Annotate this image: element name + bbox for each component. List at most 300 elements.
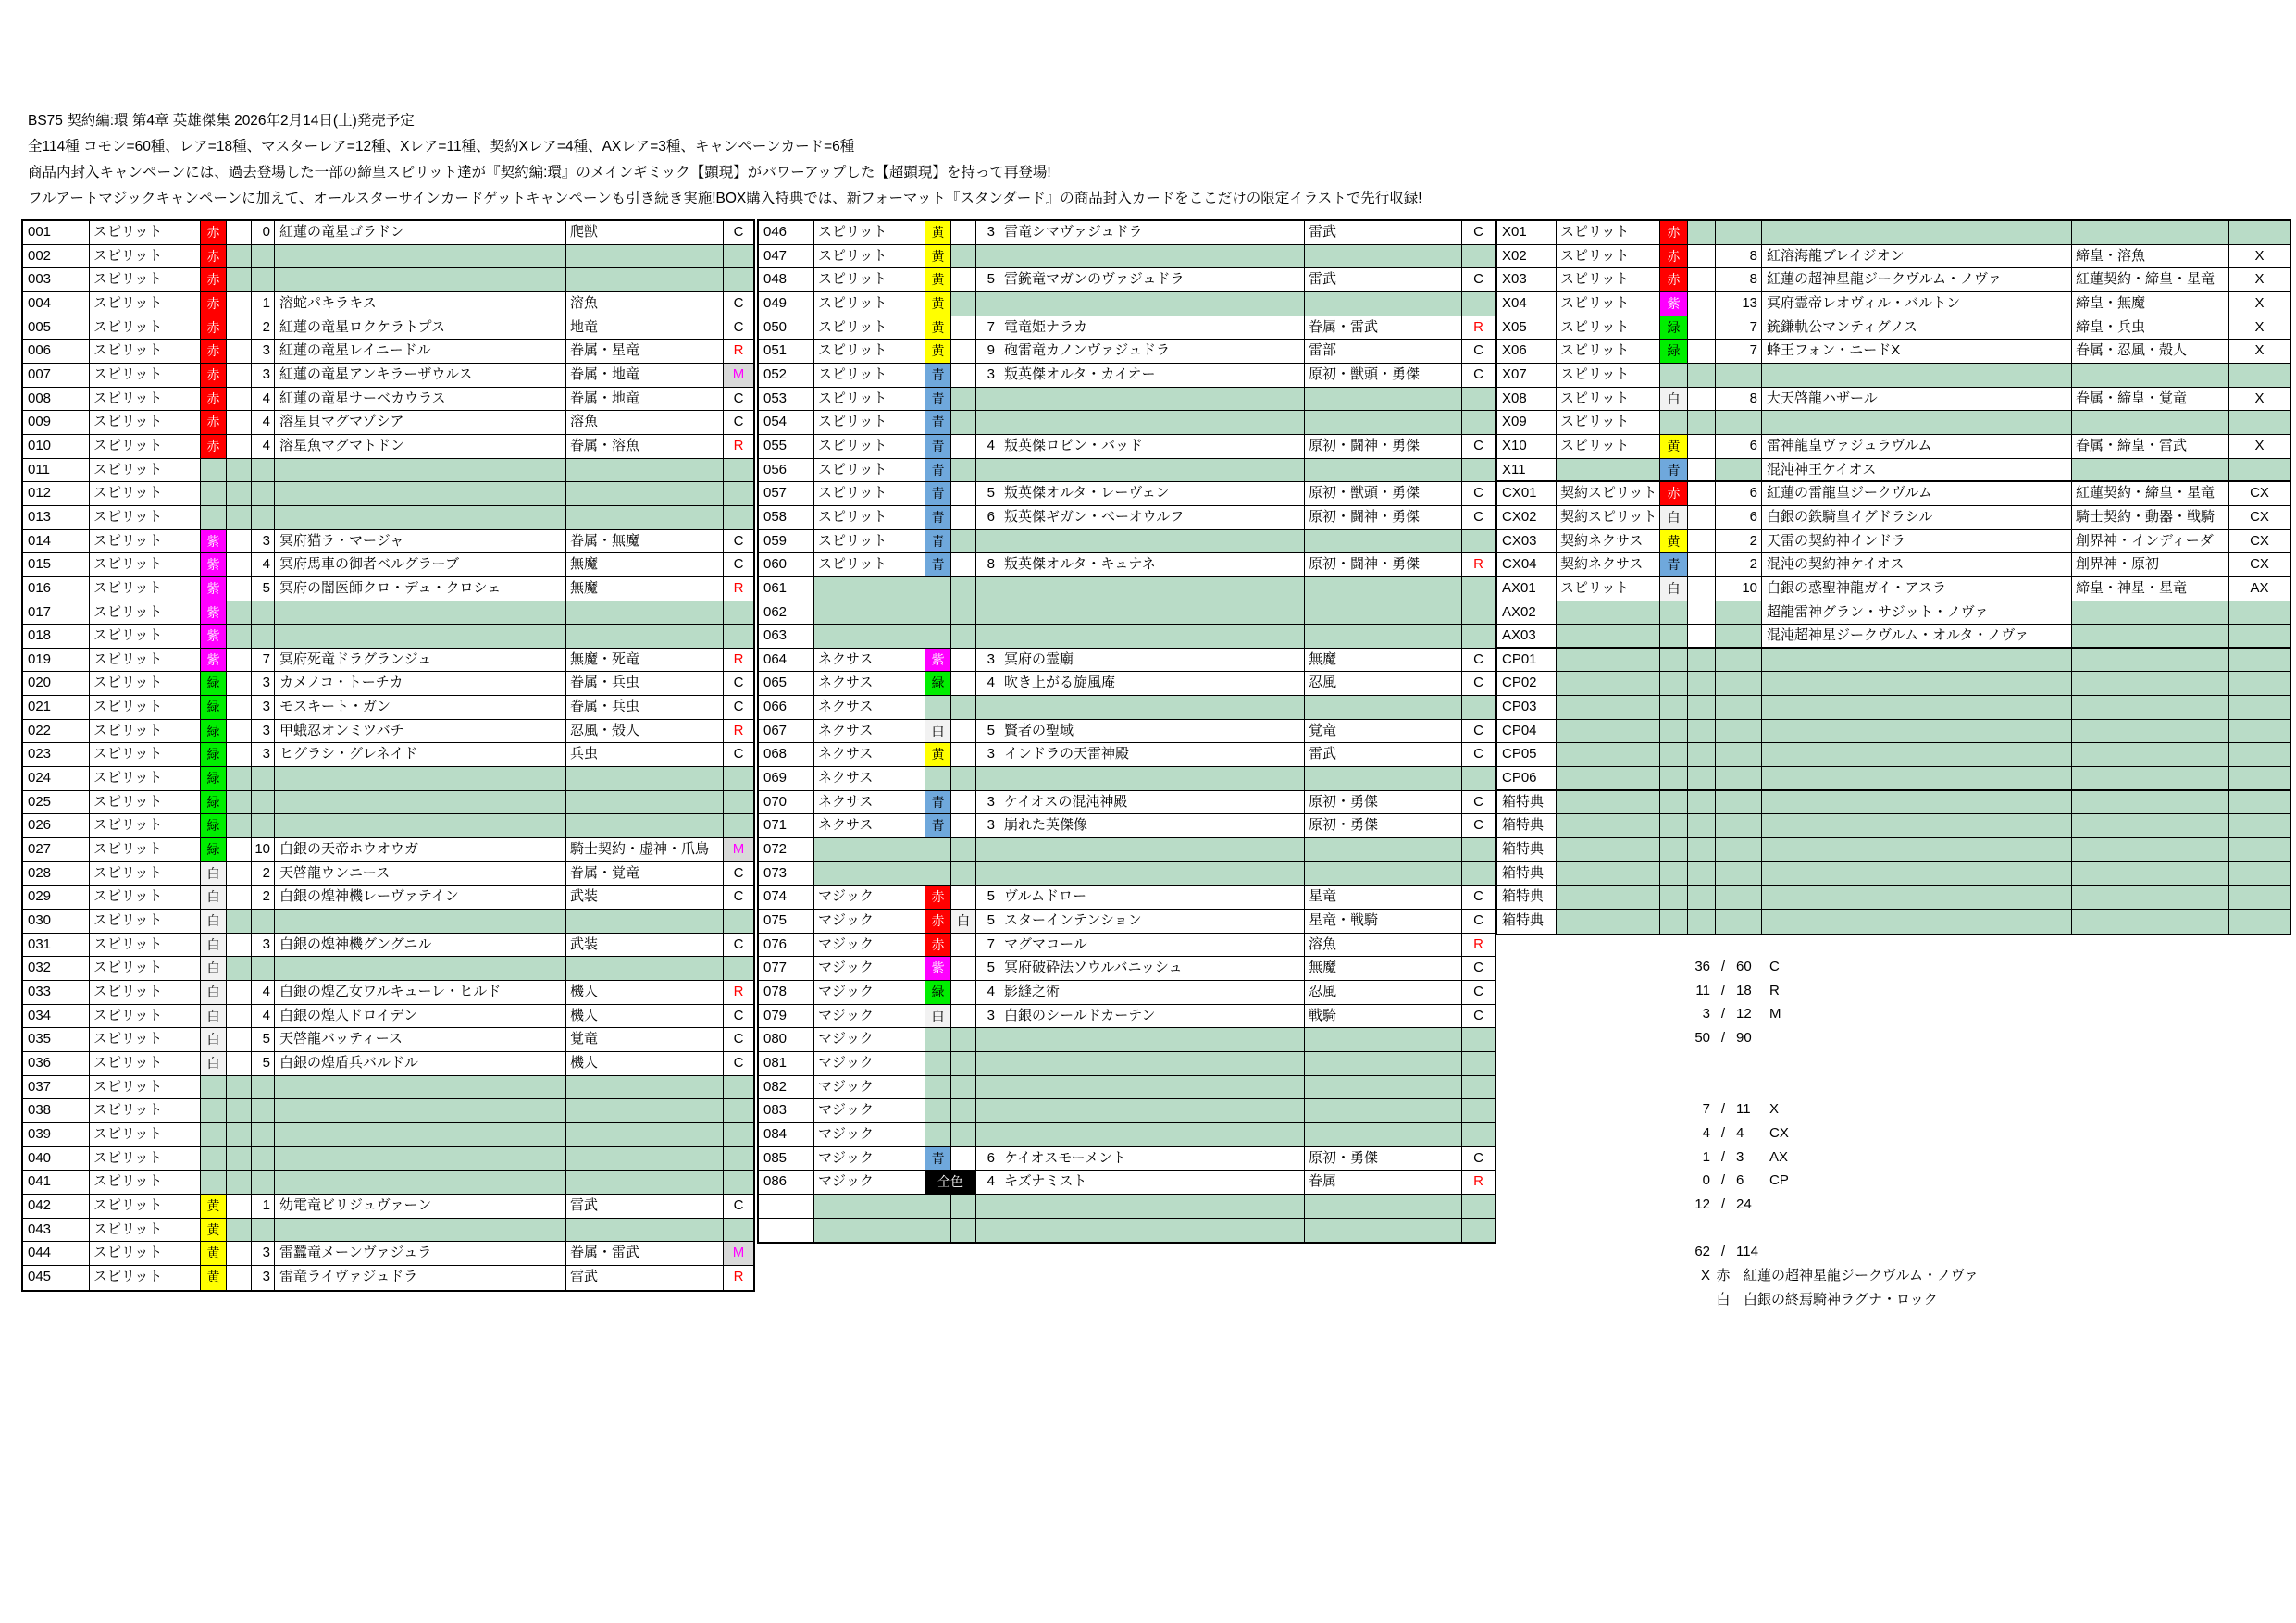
attribute-cell: 創界神・原初 — [2072, 553, 2229, 577]
cost-cell: 3 — [976, 814, 999, 838]
color-swatch: 紫 — [925, 649, 951, 673]
color-swatch — [925, 1195, 951, 1219]
card-type-cell: スピリット — [90, 743, 201, 767]
color-swatch: 赤 — [925, 934, 951, 958]
color-swatch-secondary — [1688, 791, 1716, 815]
card-id-cell: CP04 — [1497, 720, 1557, 744]
cost-cell — [252, 1123, 275, 1147]
card-id-cell: 033 — [23, 981, 90, 1005]
card-name-cell: 叛英傑オルタ・レーヴェン — [999, 482, 1305, 506]
rarity-cell — [1462, 530, 1495, 554]
card-name-cell: 溶星貝マグマゾシア — [275, 411, 566, 435]
count-have: 12 — [1694, 1196, 1710, 1212]
table-row — [23, 1195, 753, 1219]
cost-cell — [252, 268, 275, 292]
card-type-cell: マジック — [814, 1028, 925, 1052]
color-swatch: 緑 — [201, 720, 227, 744]
card-name-cell: 叛英傑オルタ・カイオー — [999, 364, 1305, 388]
rarity-cell — [724, 1076, 753, 1100]
cost-cell — [976, 625, 999, 649]
table-row — [759, 1219, 1495, 1243]
color-swatch-secondary — [1688, 411, 1716, 435]
campaign-note-1: 商品内封入キャンペーンには、過去登場した一部の締皇スピリット達が『契約編:環』のメインギミック【顕現】がパワーアップした【超顕現】を持って再登場! — [28, 165, 1051, 180]
card-id-cell: 024 — [23, 767, 90, 791]
card-type-cell — [1557, 791, 1660, 815]
table-row — [1497, 814, 2290, 838]
card-type-cell: スピリット — [90, 1005, 201, 1029]
table-row — [759, 553, 1495, 577]
color-swatch-secondary — [227, 553, 252, 577]
rarity-cell: R — [724, 340, 753, 364]
card-id-cell: 038 — [23, 1099, 90, 1123]
color-swatch — [1660, 814, 1688, 838]
color-swatch-secondary — [951, 364, 976, 388]
card-name-cell: 銃鎌軌公マンティグノス — [1762, 316, 2072, 341]
card-id-cell: 021 — [23, 696, 90, 720]
card-id-cell: 070 — [759, 791, 814, 815]
card-type-cell: スピリット — [90, 601, 201, 626]
attribute-cell: 原初・獣頭・勇傑 — [1305, 482, 1462, 506]
attribute-cell: 無魔 — [566, 577, 724, 601]
card-name-cell: ヒグラシ・グレネイド — [275, 743, 566, 767]
card-type-cell — [814, 1195, 925, 1219]
table-row — [1497, 506, 2290, 530]
color-swatch-secondary — [951, 388, 976, 412]
card-id-cell: 052 — [759, 364, 814, 388]
table-row — [759, 886, 1495, 910]
table-row — [759, 577, 1495, 601]
attribute-cell — [566, 601, 724, 626]
rarity-cell — [1462, 1195, 1495, 1219]
color-swatch-secondary — [227, 910, 252, 934]
rarity-cell — [2229, 364, 2290, 388]
card-name-cell: 雷銃竜マガンのヴァジュドラ — [999, 268, 1305, 292]
card-id-cell: 019 — [23, 649, 90, 673]
card-id-cell: 068 — [759, 743, 814, 767]
card-id-cell: 059 — [759, 530, 814, 554]
card-name-cell: 白銀のシールドカーテン — [999, 1005, 1305, 1029]
color-swatch: 赤 — [201, 364, 227, 388]
color-swatch-secondary — [1688, 767, 1716, 791]
table-row — [23, 435, 753, 459]
card-name-cell: 天啓龍ウンニース — [275, 862, 566, 886]
color-swatch-secondary — [227, 340, 252, 364]
table-row — [759, 1028, 1495, 1052]
card-name-cell: 白銀の煌盾兵バルドル — [275, 1052, 566, 1076]
table-row — [23, 1242, 753, 1266]
color-swatch-secondary — [1688, 910, 1716, 934]
color-swatch-secondary — [227, 1171, 252, 1195]
table-row — [759, 388, 1495, 412]
rarity-cell — [1462, 625, 1495, 649]
card-name-cell: 溶星魚マグマトドン — [275, 435, 566, 459]
attribute-cell: 覚竜 — [1305, 720, 1462, 744]
table-row — [759, 720, 1495, 744]
attribute-cell: 眷属・覚竜 — [566, 862, 724, 886]
table-row — [23, 364, 753, 388]
card-id-cell: 030 — [23, 910, 90, 934]
card-type-cell: スピリット — [814, 459, 925, 483]
count-total: 4 — [1736, 1124, 1744, 1141]
table-row — [1497, 696, 2290, 720]
rarity-cell — [1462, 388, 1495, 412]
cost-cell — [1716, 364, 1762, 388]
card-id-cell: 箱特典 — [1497, 886, 1557, 910]
attribute-cell: 眷属・地竜 — [566, 388, 724, 412]
card-type-cell: マジック — [814, 957, 925, 981]
count-total: 6 — [1736, 1172, 1744, 1189]
card-type-cell: スピリット — [90, 696, 201, 720]
table-row — [759, 1171, 1495, 1195]
summary-count-line — [1669, 1026, 1769, 1050]
rarity-cell — [1462, 1219, 1495, 1243]
rarity-cell — [2229, 720, 2290, 744]
cost-cell: 7 — [976, 316, 999, 341]
attribute-cell: 創界神・インディーダ — [2072, 530, 2229, 554]
color-swatch — [1660, 625, 1688, 649]
card-type-cell: スピリット — [90, 435, 201, 459]
card-name-cell — [999, 601, 1305, 626]
card-id-cell: 064 — [759, 649, 814, 673]
card-type-cell — [814, 625, 925, 649]
card-name-cell: 大天啓龍ハザール — [1762, 388, 2072, 412]
table-row — [759, 1099, 1495, 1123]
promo-color: 白 — [1716, 1291, 1731, 1307]
card-id-cell: 001 — [23, 221, 90, 245]
cost-cell — [252, 767, 275, 791]
table-row — [23, 601, 753, 626]
card-type-cell: スピリット — [90, 1266, 201, 1290]
attribute-cell — [566, 957, 724, 981]
color-swatch-secondary — [951, 838, 976, 862]
color-swatch-secondary — [227, 364, 252, 388]
rarity-cell: C — [724, 1052, 753, 1076]
card-name-cell: 雷竜シマヴァジュドラ — [999, 221, 1305, 245]
color-swatch — [1660, 696, 1688, 720]
cost-cell — [1716, 767, 1762, 791]
card-type-cell — [814, 601, 925, 626]
card-name-cell — [999, 388, 1305, 412]
attribute-cell: 原初・獣頭・勇傑 — [1305, 364, 1462, 388]
attribute-cell — [1305, 601, 1462, 626]
rarity-cell — [1462, 245, 1495, 269]
card-name-cell — [999, 625, 1305, 649]
table-row — [23, 459, 753, 483]
cost-cell — [1716, 838, 1762, 862]
table-row — [23, 245, 753, 269]
attribute-cell — [1305, 1219, 1462, 1243]
card-name-cell: カメノコ・トーチカ — [275, 672, 566, 696]
attribute-cell — [2072, 886, 2229, 910]
card-name-cell: 紅蓮の超神星龍ジークヴルム・ノヴァ — [1762, 268, 2072, 292]
cost-cell — [252, 245, 275, 269]
color-swatch: 黄 — [925, 292, 951, 316]
rarity-cell — [724, 625, 753, 649]
rarity-cell: C — [1462, 340, 1495, 364]
cost-cell — [1716, 459, 1762, 483]
card-name-cell: 紅蓮の竜星ゴラドン — [275, 221, 566, 245]
card-name-cell — [275, 601, 566, 626]
table-row — [1497, 482, 2290, 506]
rarity-cell — [724, 1123, 753, 1147]
card-id-cell: 007 — [23, 364, 90, 388]
color-swatch-secondary — [951, 1195, 976, 1219]
card-type-cell: マジック — [814, 981, 925, 1005]
attribute-cell — [1305, 862, 1462, 886]
rarity-cell: C — [1462, 482, 1495, 506]
attribute-cell: 無魔 — [1305, 957, 1462, 981]
color-swatch-secondary — [1688, 435, 1716, 459]
card-type-cell: スピリット — [90, 981, 201, 1005]
card-id-cell: CP06 — [1497, 767, 1557, 791]
card-id-cell: 006 — [23, 340, 90, 364]
rarity-cell — [724, 268, 753, 292]
card-type-cell: マジック — [814, 1123, 925, 1147]
attribute-cell: 雷部 — [1305, 340, 1462, 364]
card-type-cell — [1557, 459, 1660, 483]
card-type-cell — [814, 1219, 925, 1243]
rarity-cell — [724, 767, 753, 791]
attribute-cell: 原初・闘神・勇傑 — [1305, 506, 1462, 530]
card-id-cell: X04 — [1497, 292, 1557, 316]
color-swatch-secondary — [951, 530, 976, 554]
card-type-cell: ネクサス — [814, 743, 925, 767]
color-swatch: 緑 — [201, 838, 227, 862]
count-total: 90 — [1736, 1030, 1752, 1047]
cost-cell — [252, 791, 275, 815]
summary-count-line — [1669, 979, 1780, 1003]
table-row — [759, 435, 1495, 459]
color-swatch-secondary — [227, 411, 252, 435]
color-swatch-secondary — [227, 672, 252, 696]
card-name-cell: 超龍雷神グラン・サジット・ノヴァ — [1762, 601, 2072, 626]
attribute-cell — [2072, 910, 2229, 934]
card-id-cell: 041 — [23, 1171, 90, 1195]
card-name-cell — [275, 482, 566, 506]
color-swatch — [201, 1171, 227, 1195]
card-name-cell: 雷蠶竜メーンヴァジュラ — [275, 1242, 566, 1266]
rarity-cell: C — [724, 388, 753, 412]
card-name-cell: インドラの天雷神殿 — [999, 743, 1305, 767]
card-type-cell: スピリット — [1557, 268, 1660, 292]
cost-cell: 4 — [252, 411, 275, 435]
rarity-cell — [2229, 672, 2290, 696]
table-row — [759, 1123, 1495, 1147]
card-name-cell — [999, 1123, 1305, 1147]
attribute-cell — [2072, 696, 2229, 720]
card-type-cell: スピリット — [90, 791, 201, 815]
card-type-cell: スピリット — [90, 506, 201, 530]
cost-cell — [976, 459, 999, 483]
card-type-cell: スピリット — [814, 292, 925, 316]
color-swatch: 白 — [201, 1028, 227, 1052]
cost-cell: 3 — [252, 530, 275, 554]
rarity-cell: CX — [2229, 553, 2290, 577]
color-swatch: 黄 — [201, 1195, 227, 1219]
table-row — [23, 791, 753, 815]
color-swatch: 黄 — [925, 743, 951, 767]
rarity-cell — [724, 910, 753, 934]
count-slash: / — [1720, 1148, 1726, 1165]
table-row — [759, 767, 1495, 791]
card-name-cell — [999, 1099, 1305, 1123]
card-name-cell — [275, 268, 566, 292]
card-type-cell — [1557, 601, 1660, 626]
card-type-cell — [1557, 862, 1660, 886]
card-id-cell: 078 — [759, 981, 814, 1005]
cost-cell: 3 — [976, 791, 999, 815]
color-swatch-secondary — [227, 316, 252, 341]
cost-cell: 3 — [252, 672, 275, 696]
rarity-cell — [1462, 411, 1495, 435]
color-swatch-secondary — [1688, 221, 1716, 245]
attribute-cell: 忍風 — [1305, 981, 1462, 1005]
color-swatch: 紫 — [201, 649, 227, 673]
table-row — [759, 649, 1495, 673]
cost-cell — [1716, 886, 1762, 910]
table-row — [1497, 388, 2290, 412]
rarity-cell — [1462, 696, 1495, 720]
table-row — [23, 577, 753, 601]
campaign-note-2: フルアートマジックキャンペーンに加えて、オールスターサインカードゲットキャンペーンも引き続き実施!BOX購入特典では、新フォーマット『スタンダード』の商品封入カードをここだけの限定イラストで先行収録! — [28, 191, 1422, 206]
color-swatch-secondary — [227, 577, 252, 601]
count-total: 24 — [1736, 1196, 1752, 1212]
cost-cell — [976, 838, 999, 862]
card-id-cell: 067 — [759, 720, 814, 744]
table-row — [23, 910, 753, 934]
card-name-cell: 叛英傑ロビン・バッド — [999, 435, 1305, 459]
attribute-cell: 武装 — [566, 934, 724, 958]
card-id-cell: X09 — [1497, 411, 1557, 435]
color-swatch: 青 — [1660, 553, 1688, 577]
cost-cell — [1716, 625, 1762, 649]
rarity-cell: C — [1462, 649, 1495, 673]
color-swatch-secondary — [227, 1195, 252, 1219]
card-name-cell — [275, 1219, 566, 1243]
rarity-cell: C — [1462, 1147, 1495, 1171]
count-have: 3 — [1702, 1006, 1710, 1022]
card-type-cell: ネクサス — [814, 767, 925, 791]
table-row — [23, 1171, 753, 1195]
color-swatch — [201, 459, 227, 483]
card-name-cell — [999, 530, 1305, 554]
card-name-cell: 天雷の契約神インドラ — [1762, 530, 2072, 554]
color-swatch-secondary — [951, 292, 976, 316]
cost-cell: 8 — [1716, 268, 1762, 292]
cost-cell: 8 — [1716, 245, 1762, 269]
cost-cell: 3 — [252, 1266, 275, 1290]
color-swatch-secondary — [951, 245, 976, 269]
card-name-cell: 崩れた英傑像 — [999, 814, 1305, 838]
card-id-cell: 004 — [23, 292, 90, 316]
card-type-cell: スピリット — [90, 1076, 201, 1100]
attribute-cell — [566, 482, 724, 506]
card-id-cell: CP03 — [1497, 696, 1557, 720]
color-swatch: 緑 — [201, 743, 227, 767]
card-type-cell: スピリット — [90, 649, 201, 673]
card-type-cell: マジック — [814, 886, 925, 910]
color-swatch: 白 — [201, 862, 227, 886]
card-id-cell: 084 — [759, 1123, 814, 1147]
rarity-cell — [724, 482, 753, 506]
attribute-cell: 雷武 — [1305, 221, 1462, 245]
card-type-cell: スピリット — [90, 1171, 201, 1195]
rarity-cell — [724, 506, 753, 530]
card-id-cell: 069 — [759, 767, 814, 791]
table-row — [1497, 767, 2290, 791]
cost-cell — [976, 1123, 999, 1147]
color-swatch-secondary — [227, 649, 252, 673]
color-swatch-secondary — [227, 862, 252, 886]
card-type-cell: 契約スピリット — [1557, 482, 1660, 506]
cost-cell — [1716, 696, 1762, 720]
color-swatch: 紫 — [201, 553, 227, 577]
rarity-cell: C — [724, 553, 753, 577]
attribute-cell: 騎士契約・虚神・爪鳥 — [566, 838, 724, 862]
cost-cell — [252, 482, 275, 506]
card-type-cell — [814, 838, 925, 862]
rarity-cell: M — [724, 1242, 753, 1266]
table-row — [23, 1099, 753, 1123]
table-row — [23, 388, 753, 412]
card-type-cell: マジック — [814, 1171, 925, 1195]
color-swatch: 青 — [925, 1147, 951, 1171]
card-name-cell: 紅蓮の竜星サーベカウラス — [275, 388, 566, 412]
card-id-cell: 025 — [23, 791, 90, 815]
attribute-cell — [2072, 625, 2229, 649]
color-swatch: 緑 — [201, 696, 227, 720]
card-id-cell: X08 — [1497, 388, 1557, 412]
rarity-cell: X — [2229, 268, 2290, 292]
color-swatch: 赤 — [201, 221, 227, 245]
table-row — [759, 981, 1495, 1005]
card-name-cell — [275, 910, 566, 934]
table-row — [23, 696, 753, 720]
color-swatch — [925, 1219, 951, 1243]
table-row — [759, 601, 1495, 626]
cost-cell — [1716, 814, 1762, 838]
card-id-cell: 035 — [23, 1028, 90, 1052]
table-row — [23, 981, 753, 1005]
card-type-cell — [1557, 720, 1660, 744]
attribute-cell — [566, 1147, 724, 1171]
rarity-cell: R — [1462, 1171, 1495, 1195]
card-id-cell: 010 — [23, 435, 90, 459]
table-row — [759, 364, 1495, 388]
count-slash: / — [1720, 1030, 1726, 1047]
attribute-cell: 眷属・兵虫 — [566, 672, 724, 696]
table-row — [1497, 910, 2290, 934]
card-id-cell: 011 — [23, 459, 90, 483]
attribute-cell — [1305, 1195, 1462, 1219]
attribute-cell — [2072, 364, 2229, 388]
card-type-cell: マジック — [814, 1005, 925, 1029]
table-row — [1497, 268, 2290, 292]
cost-cell: 6 — [1716, 482, 1762, 506]
rarity-cell: C — [1462, 814, 1495, 838]
table-row — [759, 1147, 1495, 1171]
card-id-cell: 077 — [759, 957, 814, 981]
rarity-cell: C — [1462, 720, 1495, 744]
cost-cell: 4 — [976, 981, 999, 1005]
color-swatch: 青 — [925, 364, 951, 388]
attribute-cell — [1305, 1052, 1462, 1076]
table-row — [1497, 459, 2290, 483]
rarity-cell: C — [1462, 672, 1495, 696]
cost-cell — [976, 245, 999, 269]
color-swatch — [1660, 791, 1688, 815]
color-swatch — [1660, 364, 1688, 388]
